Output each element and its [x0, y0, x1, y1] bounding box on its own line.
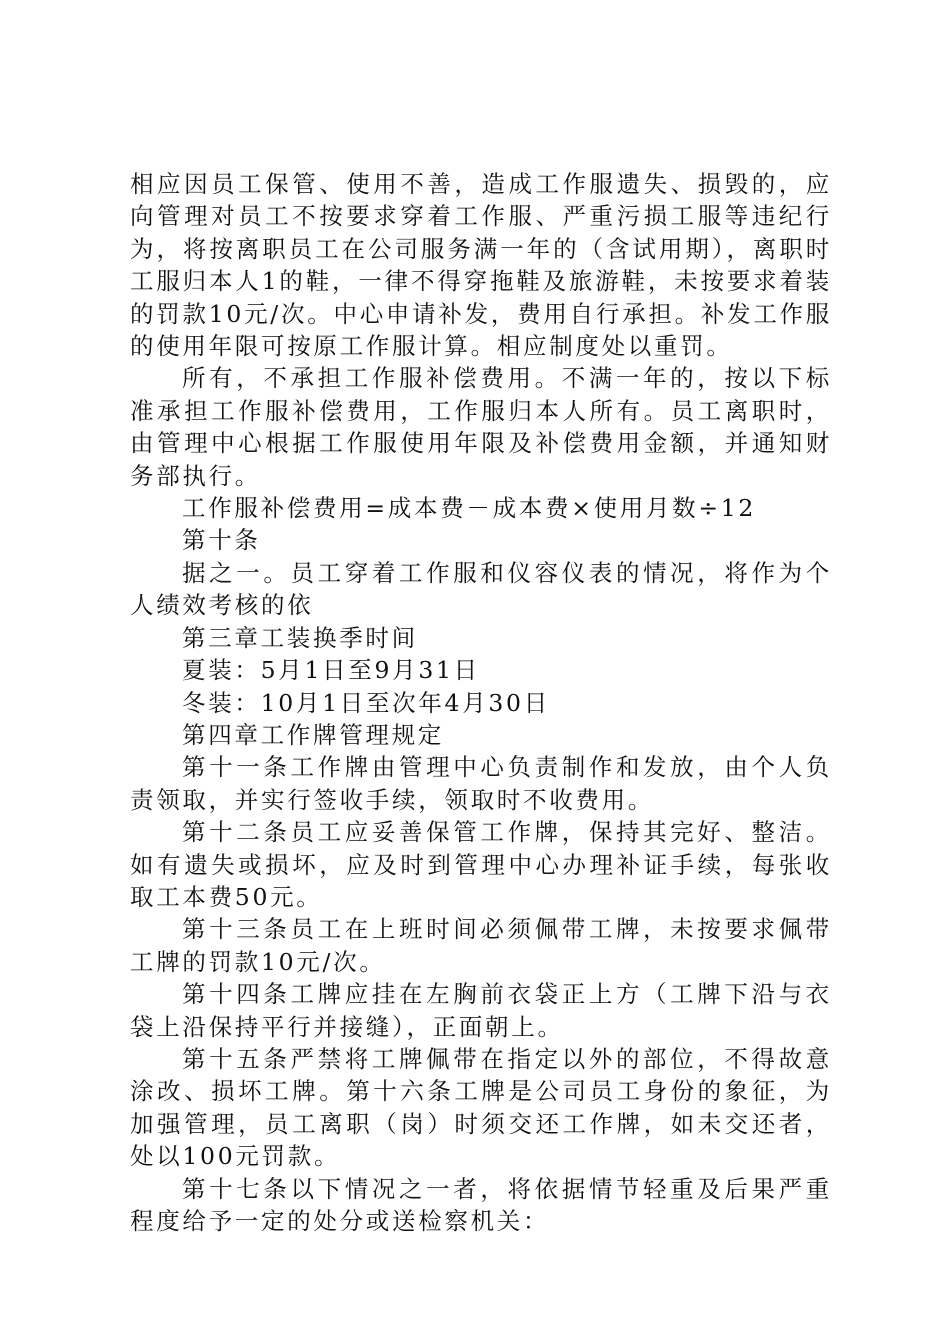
article-17: 第十七条以下情况之一者，将依据情节轻重及后果严重程度给予一定的处分或送检察机关：: [130, 1174, 832, 1235]
paragraph-summer: 夏装：5月1日至9月31日: [182, 656, 480, 685]
article-11: 第十一条工作牌由管理中心负责制作和发放，由个人负责领取，并实行签收手续，领取时不收费用。: [130, 753, 832, 814]
paragraph-2: 所有，不承担工作服补偿费用。不满一年的，按以下标准承担工作服补偿费用，工作服归本人所有。员工离职时，由管理中心根据工作服使用年限及补偿费用金额，并通知财务部执行。: [130, 364, 832, 490]
article-12: 第十二条员工应妥善保管工作牌，保持其完好、整洁。如有遗失或损坏，应及时到管理中心办理补证手续，每张收取工本费50元。: [130, 818, 832, 911]
paragraph-winter: 冬装：10月1日至次年4月30日: [182, 688, 550, 717]
paragraph-4: 第十条: [182, 526, 261, 555]
article-14: 第十四条工牌应挂在左胸前衣袋正上方（工牌下沿与衣袋上沿保持平行并接缝），正面朝上。: [130, 980, 832, 1041]
article-15-16: 第十五条严禁将工牌佩带在指定以外的部位，不得故意涂改、损坏工牌。第十六条工牌是公司员工身份的象征，为加强管理，员工离职（岗）时须交还工作牌，如未交还者，处以100元罚款。: [130, 1044, 832, 1171]
chapter-heading-3: 第三章工装换季时间: [182, 623, 418, 652]
paragraph-1: 相应因员工保管、使用不善，造成工作服遗失、损毁的，应向管理对员工不按要求穿着工作服、严重污损工服等违纪行为，将按离职员工在公司服务满一年的（含试用期），离职时工服归本人1的鞋，一律不得穿拖鞋及旅游鞋，未按要求着装的罚款10元/次。中心申请补发，费用自行承担。补发工作服的使用年限可按原工作服计算。相应制度处以重罚。: [130, 170, 832, 361]
document-body: [130, 168, 832, 1237]
chapter-heading-4: 第四章工作牌管理规定: [182, 720, 444, 749]
paragraph-3: 工作服补偿费用=成本费－成本费×使用月数÷12: [182, 494, 757, 523]
article-13: 第十三条员工在上班时间必须佩带工牌，未按要求佩带工牌的罚款10元/次。: [130, 915, 832, 976]
paragraph-5: 据之一。员工穿着工作服和仪容仪表的情况，将作为个人绩效考核的依: [130, 558, 832, 620]
